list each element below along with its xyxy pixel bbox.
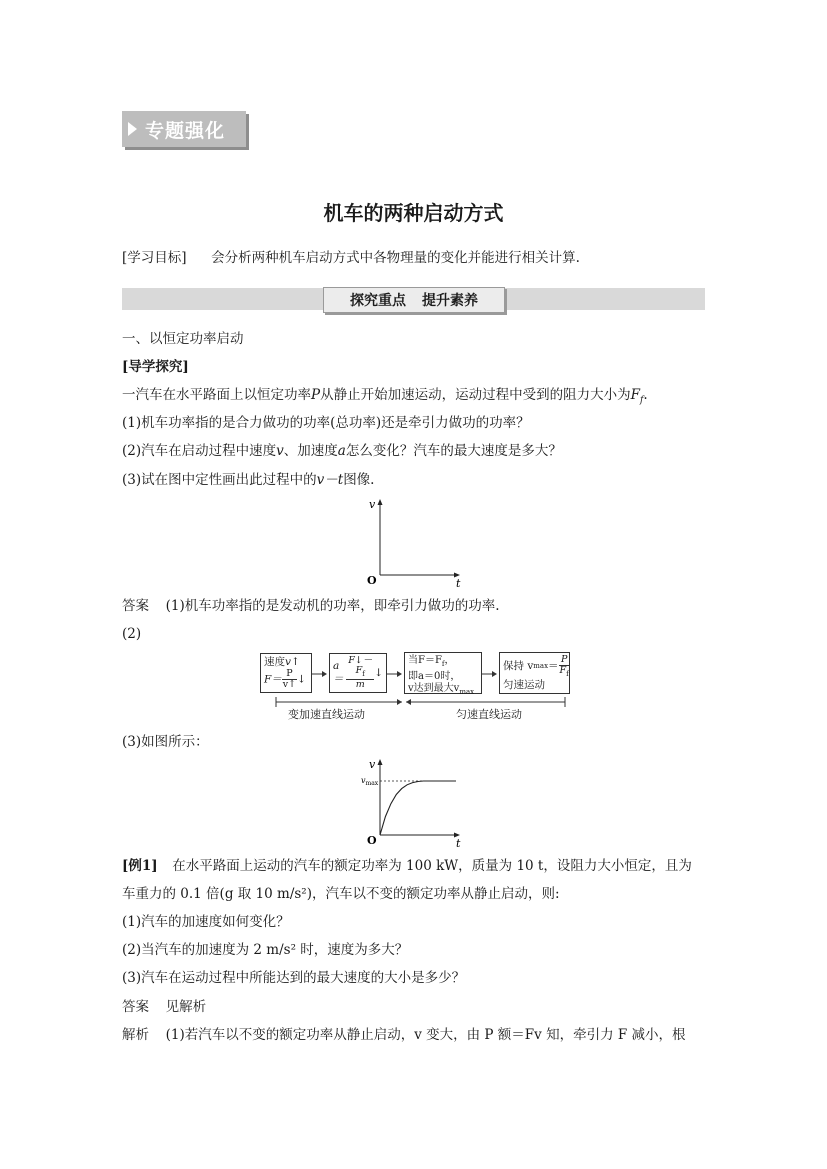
box4-fraction — [559, 655, 570, 679]
q2-part3: 怎么变化？汽车的最大速度是多大？ — [345, 443, 562, 459]
section1-heading: 一、以恒定功率启动 — [122, 331, 244, 347]
answer-3-label: (3)如图所示： — [122, 734, 209, 750]
q3-part1: (3)试在图中定性画出此过程中的 — [122, 472, 317, 488]
flow-arrow-1-icon — [312, 669, 328, 679]
flow-box-1 — [260, 653, 312, 693]
example1-analysis-text: (1)若汽车以不变的额定功率从静止启动，v 变大，由 P 额＝Fv 知，牵引力 F 减小，根 — [165, 1027, 686, 1043]
section-bar-left: 探究重点 — [350, 293, 406, 309]
bracket-1-label: 变加速直线运动 — [288, 708, 365, 721]
example1-tag: [例1] — [122, 858, 158, 874]
flowchart — [260, 652, 570, 724]
vmax-label — [361, 776, 379, 787]
box1-fraction — [282, 669, 297, 690]
empty-vt-axes — [360, 495, 470, 590]
intro-symbol-p: P — [311, 387, 321, 403]
box4-den-sub: f — [566, 669, 569, 678]
box4-eq: ＝ — [548, 660, 559, 673]
objective-text: 会分析两种机车启动方式中各物理量的变化并能进行相关计算. — [211, 250, 580, 266]
chart-y-arrow-icon — [378, 759, 383, 765]
page-title: 机车的两种启动方式 — [323, 201, 504, 225]
box3-line1-sub: f — [441, 660, 445, 668]
answer-tag: 答案 — [122, 598, 149, 614]
guide-tag: [导学探究] — [122, 359, 189, 375]
intro-end: . — [643, 387, 648, 403]
box2-num-sub: f — [362, 669, 365, 678]
q2-part2: 、加速度 — [283, 443, 338, 459]
chart-x-label: t — [456, 837, 461, 850]
example1-answer-text: 见解析 — [165, 999, 207, 1015]
flow-box-3 — [404, 652, 482, 694]
flow-arrow-3-icon — [482, 669, 498, 679]
flow-box-2 — [329, 653, 387, 693]
box1-label: 速度 — [264, 656, 285, 668]
q2-part1: (2)汽车在启动过程中速度 — [122, 443, 277, 459]
box2-den: m — [355, 678, 365, 690]
example1-line1 — [122, 856, 692, 876]
box3-line1: 当F＝F — [408, 655, 442, 666]
intro-part2: 从静止开始加速运动，运动过程中受到的阻力大小为 — [320, 387, 631, 403]
vmax-label-main: v — [361, 776, 366, 785]
x-axis-label: t — [456, 577, 461, 590]
box3-line3: v达到最大v — [408, 683, 460, 694]
bracket-1-arrow-icon — [397, 699, 402, 705]
origin-label: O — [367, 574, 377, 587]
chart-y-label: v — [369, 758, 376, 771]
box1-down-icon: ↓ — [297, 673, 306, 686]
example1-line1-text: 在水平路面上运动的汽车的额定功率为 100 kW，质量为 10 t，设阻力大小恒定，且为 — [172, 858, 692, 874]
box4-line2: 匀速运动 — [503, 678, 545, 691]
answer-2-label: (2) — [122, 626, 142, 642]
box2-num-main: F↓－F — [348, 655, 373, 677]
box2-fraction — [346, 656, 374, 690]
q2-symbol-a: a — [337, 443, 346, 459]
box1-num: P — [282, 669, 297, 680]
play-arrow-icon — [128, 122, 137, 136]
section1-intro — [122, 385, 648, 411]
example1-q1: (1)汽车的加速度如何变化？ — [122, 914, 290, 930]
chart-origin-label: O — [367, 834, 377, 847]
question-3 — [122, 470, 374, 490]
bracket-2-label: 匀速直线运动 — [456, 708, 522, 721]
question-1: (1)机车功率指的是合力做功的功率(总功率)还是牵引力做功的功率？ — [122, 415, 530, 431]
example1-line2: 车重力的 0.1 倍(g 取 10 m/s²)，汽车以不变的额定功率从静止启动，则: — [122, 886, 560, 902]
y-axis-arrow-icon — [378, 499, 383, 505]
box1-den: v↑ — [282, 679, 297, 690]
box1-v: v — [285, 656, 291, 668]
box4-num: P — [559, 655, 570, 666]
example1-q3: (3)汽车在运动过程中所能达到的最大速度的大小是多少？ — [122, 970, 466, 986]
vt-chart — [360, 755, 470, 850]
box4-den — [559, 666, 570, 679]
example1-answer-tag: 答案 — [122, 999, 149, 1015]
box3-line2: 即a＝0时， — [408, 670, 461, 682]
example1-q2: (2)当汽车的加速度为 2 m/s² 时，速度为多大？ — [122, 942, 409, 958]
answer-1 — [122, 596, 500, 616]
intro-symbol-f-sub: f — [639, 395, 644, 406]
example1-analysis — [122, 1025, 686, 1045]
box4-v-sub: max — [533, 662, 549, 671]
q3-symbol: v－t — [316, 472, 344, 488]
vt-curve — [380, 781, 456, 835]
intro-part1: 一汽车在水平路面上以恒定功率 — [122, 387, 311, 403]
banner-label: 专题强化 — [145, 119, 226, 142]
flow-arrow-2-icon — [387, 669, 403, 679]
box2-num — [346, 656, 374, 680]
y-axis-label: v — [369, 498, 376, 511]
box2-a: a＝ — [333, 660, 344, 685]
box4-den-main: F — [559, 665, 567, 676]
flow-box-4 — [499, 652, 570, 694]
intro-symbol-f: F — [630, 387, 640, 403]
vmax-label-sub: max — [365, 780, 379, 787]
box1-up-icon: ↑ — [290, 656, 300, 668]
q3-part2: 图像. — [343, 472, 375, 488]
question-2 — [122, 441, 562, 461]
box2-down-icon: ↓ — [374, 666, 383, 679]
learning-objective — [122, 248, 580, 268]
section-banner — [122, 111, 246, 147]
section-bar-box — [323, 287, 505, 313]
answer-1-text: (1)机车功率指的是发动机的功率，即牵引力做功的功率. — [165, 598, 500, 614]
box1-f: F＝ — [264, 673, 282, 686]
example1-answer — [122, 997, 206, 1017]
example1-analysis-tag: 解析 — [122, 1027, 149, 1043]
box4-v: 保持 v — [503, 660, 534, 673]
objective-tag: [学习目标] — [122, 250, 187, 266]
box3-line3-sub: max — [459, 688, 475, 696]
section-bar-right: 提升素养 — [422, 293, 478, 309]
q2-symbol-v: v — [276, 443, 284, 459]
box3-line1-end: ， — [444, 655, 455, 666]
